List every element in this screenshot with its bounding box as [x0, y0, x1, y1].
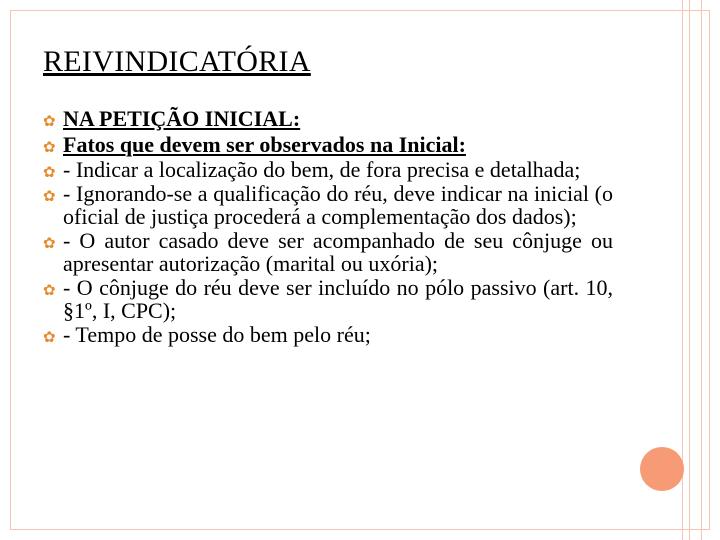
gear-bullet-icon: ✿ — [43, 330, 56, 346]
bullet-text: - O autor casado deve ser acompanhado de seu cônjuge ou apresentar autorização (marital ou uxória); — [63, 228, 613, 276]
bullet-text: - Indicar a localização do bem, de fora precisa e detalhada; — [63, 157, 581, 182]
decorative-stripe — [682, 0, 702, 540]
bullet-text: - Tempo de posse do bem pelo réu; — [63, 322, 371, 347]
decorative-stripe-line — [689, 0, 690, 540]
decorative-circle — [640, 447, 684, 491]
list-item — [43, 107, 613, 130]
bullet-text: - Ignorando-se a qualificação do réu, deve indicar na inicial (o oficial de justiça procederá a complementação dos dados); — [63, 181, 613, 229]
gear-bullet-icon: ✿ — [43, 140, 56, 156]
bullet-text: NA PETIÇÃO INICIAL: — [63, 106, 301, 131]
gear-bullet-icon: ✿ — [43, 189, 56, 205]
list-item — [43, 158, 613, 181]
gear-bullet-icon: ✿ — [43, 236, 56, 252]
bullet-text: Fatos que devem ser observados na Inicial: — [63, 132, 466, 157]
list-item — [43, 323, 613, 346]
bullet-text: - O cônjuge do réu deve ser incluído no pólo passivo (art. 10, §1º, I, CPC); — [63, 275, 613, 323]
slide-title: REIVINDICATÓRIA — [43, 45, 311, 78]
bullet-list — [43, 107, 613, 346]
list-item — [43, 276, 613, 322]
list-item — [43, 133, 613, 156]
gear-bullet-icon: ✿ — [43, 114, 56, 130]
list-item — [43, 182, 613, 228]
gear-bullet-icon: ✿ — [43, 283, 56, 299]
list-item — [43, 229, 613, 275]
gear-bullet-icon: ✿ — [43, 165, 56, 181]
